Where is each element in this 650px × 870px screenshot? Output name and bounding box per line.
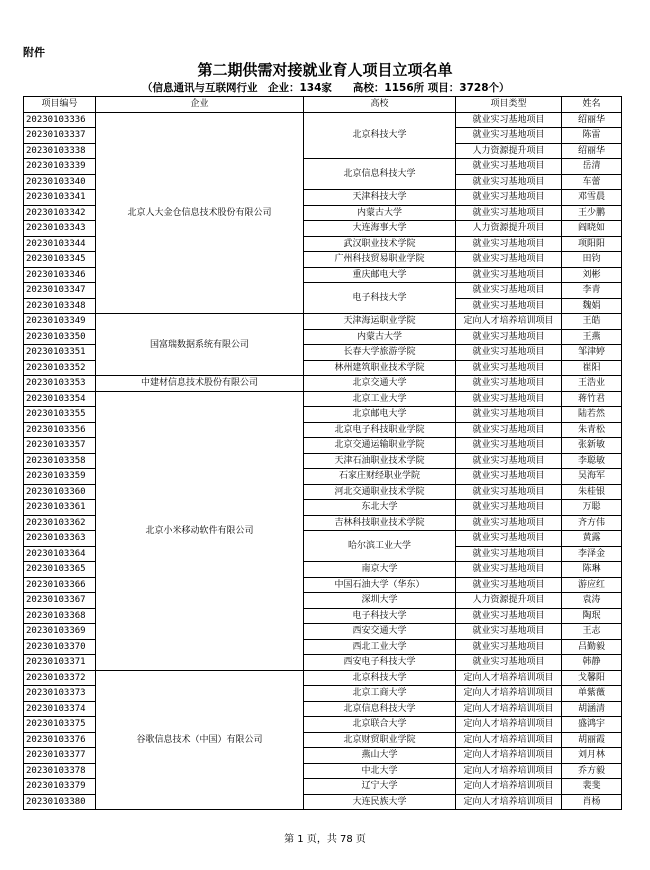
person-name-cell: 绍丽华: [562, 112, 622, 128]
header-name: 姓名: [562, 97, 622, 113]
project-id-cell: 20230103350: [24, 329, 96, 345]
project-type-cell: 定向人才培养培训项目: [456, 686, 562, 702]
school-cell: 深圳大学: [304, 593, 456, 609]
school-cell: 北京交通大学: [304, 376, 456, 392]
school-cell: 广州科技贸易职业学院: [304, 252, 456, 268]
project-type-cell: 人力资源提升项目: [456, 143, 562, 159]
school-cell: 西北工业大学: [304, 639, 456, 655]
project-type-cell: 就业实习基地项目: [456, 624, 562, 640]
project-id-cell: 20230103371: [24, 655, 96, 671]
person-name-cell: 王少鹏: [562, 205, 622, 221]
person-name-cell: 王志: [562, 624, 622, 640]
person-name-cell: 邹津婷: [562, 345, 622, 361]
table-row: [24, 670, 622, 686]
school-cell: 北京电子科技职业学院: [304, 422, 456, 438]
school-cell: 辽宁大学: [304, 779, 456, 795]
project-id-cell: 20230103376: [24, 732, 96, 748]
project-id-cell: 20230103380: [24, 794, 96, 810]
project-type-cell: 就业实习基地项目: [456, 546, 562, 562]
project-id-cell: 20230103357: [24, 438, 96, 454]
project-type-cell: 定向人才培养培训项目: [456, 794, 562, 810]
project-type-cell: 定向人才培养培训项目: [456, 701, 562, 717]
project-id-cell: 20230103374: [24, 701, 96, 717]
person-name-cell: 李青: [562, 283, 622, 299]
person-name-cell: 王皓: [562, 314, 622, 330]
project-id-cell: 20230103345: [24, 252, 96, 268]
person-name-cell: 游应红: [562, 577, 622, 593]
person-name-cell: 阎晓如: [562, 221, 622, 237]
company-cell: 中建材信息技术股份有限公司: [96, 376, 304, 392]
project-id-cell: 20230103355: [24, 407, 96, 423]
project-id-cell: 20230103372: [24, 670, 96, 686]
person-name-cell: 肖杨: [562, 794, 622, 810]
project-type-cell: 就业实习基地项目: [456, 655, 562, 671]
project-type-cell: 就业实习基地项目: [456, 112, 562, 128]
table-header-row: [24, 97, 622, 113]
company-cell: 北京小米移动软件有限公司: [96, 391, 304, 670]
person-name-cell: 袁涛: [562, 593, 622, 609]
person-name-cell: 岳清: [562, 159, 622, 175]
page-subtitle: （信息通讯与互联网行业 企业：134家 高校：1156所 项目：3728个）: [142, 82, 510, 94]
school-cell: 北京科技大学: [304, 112, 456, 159]
project-type-cell: 就业实习基地项目: [456, 422, 562, 438]
project-id-cell: 20230103351: [24, 345, 96, 361]
project-id-cell: 20230103367: [24, 593, 96, 609]
project-type-cell: 就业实习基地项目: [456, 159, 562, 175]
project-id-cell: 20230103340: [24, 174, 96, 190]
person-name-cell: 陈雷: [562, 128, 622, 144]
project-id-cell: 20230103373: [24, 686, 96, 702]
table-row: [24, 391, 622, 407]
project-id-cell: 20230103368: [24, 608, 96, 624]
table-row: [24, 112, 622, 128]
person-name-cell: 乔方毅: [562, 763, 622, 779]
school-cell: 重庆邮电大学: [304, 267, 456, 283]
school-cell: 武汉职业技术学院: [304, 236, 456, 252]
project-id-cell: 20230103349: [24, 314, 96, 330]
project-id-cell: 20230103338: [24, 143, 96, 159]
school-cell: 电子科技大学: [304, 283, 456, 314]
person-name-cell: 万聪: [562, 500, 622, 516]
school-cell: 内蒙古大学: [304, 329, 456, 345]
table-body: [24, 112, 622, 810]
project-type-cell: 就业实习基地项目: [456, 190, 562, 206]
project-type-cell: 就业实习基地项目: [456, 391, 562, 407]
school-cell: 北京信息科技大学: [304, 159, 456, 190]
school-cell: 东北大学: [304, 500, 456, 516]
person-name-cell: 王燕: [562, 329, 622, 345]
person-name-cell: 黄露: [562, 531, 622, 547]
header-project-type: 项目类型: [456, 97, 562, 113]
project-id-cell: 20230103359: [24, 469, 96, 485]
project-id-cell: 20230103364: [24, 546, 96, 562]
school-cell: 河北交通职业技术学院: [304, 484, 456, 500]
project-id-cell: 20230103346: [24, 267, 96, 283]
person-name-cell: 张新敏: [562, 438, 622, 454]
table-row: [24, 376, 622, 392]
project-id-cell: 20230103369: [24, 624, 96, 640]
school-cell: 林州建筑职业技术学院: [304, 360, 456, 376]
school-cell: 北京科技大学: [304, 670, 456, 686]
project-id-cell: 20230103348: [24, 298, 96, 314]
project-id-cell: 20230103375: [24, 717, 96, 733]
company-cell: 北京人大金仓信息技术股份有限公司: [96, 112, 304, 314]
person-name-cell: 齐方伟: [562, 515, 622, 531]
project-type-cell: 就业实习基地项目: [456, 639, 562, 655]
project-type-cell: 就业实习基地项目: [456, 360, 562, 376]
project-id-cell: 20230103353: [24, 376, 96, 392]
school-cell: 中国石油大学（华东）: [304, 577, 456, 593]
school-cell: 西安电子科技大学: [304, 655, 456, 671]
project-id-cell: 20230103336: [24, 112, 96, 128]
school-cell: 北京邮电大学: [304, 407, 456, 423]
project-type-cell: 就业实习基地项目: [456, 515, 562, 531]
school-cell: 石家庄财经职业学院: [304, 469, 456, 485]
header-school: 高校: [304, 97, 456, 113]
project-type-cell: 定向人才培养培训项目: [456, 779, 562, 795]
project-type-cell: 定向人才培养培训项目: [456, 748, 562, 764]
person-name-cell: 蒋竹君: [562, 391, 622, 407]
person-name-cell: 绍丽华: [562, 143, 622, 159]
person-name-cell: 戈馨阳: [562, 670, 622, 686]
person-name-cell: 盛鸿宇: [562, 717, 622, 733]
person-name-cell: 陈琳: [562, 562, 622, 578]
page-footer: 第 1 页，共 78 页: [284, 834, 366, 845]
person-name-cell: 崔阳: [562, 360, 622, 376]
project-type-cell: 就业实习基地项目: [456, 484, 562, 500]
school-cell: 北京信息科技大学: [304, 701, 456, 717]
person-name-cell: 刘彬: [562, 267, 622, 283]
project-type-cell: 就业实习基地项目: [456, 407, 562, 423]
person-name-cell: 陆若然: [562, 407, 622, 423]
company-cell: 谷歌信息技术（中国）有限公司: [96, 670, 304, 810]
project-id-cell: 20230103370: [24, 639, 96, 655]
project-id-cell: 20230103339: [24, 159, 96, 175]
project-id-cell: 20230103361: [24, 500, 96, 516]
project-id-cell: 20230103378: [24, 763, 96, 779]
project-type-cell: 就业实习基地项目: [456, 608, 562, 624]
project-type-cell: 就业实习基地项目: [456, 469, 562, 485]
project-id-cell: 20230103362: [24, 515, 96, 531]
school-cell: 中北大学: [304, 763, 456, 779]
project-type-cell: 定向人才培养培训项目: [456, 763, 562, 779]
project-type-cell: 就业实习基地项目: [456, 205, 562, 221]
project-type-cell: 就业实习基地项目: [456, 345, 562, 361]
project-id-cell: 20230103379: [24, 779, 96, 795]
table-row: [24, 314, 622, 330]
school-cell: 大连民族大学: [304, 794, 456, 810]
project-type-cell: 定向人才培养培训项目: [456, 670, 562, 686]
project-type-cell: 定向人才培养培训项目: [456, 717, 562, 733]
school-cell: 天津海运职业学院: [304, 314, 456, 330]
person-name-cell: 王浩业: [562, 376, 622, 392]
project-type-cell: 就业实习基地项目: [456, 252, 562, 268]
person-name-cell: 吕勤毅: [562, 639, 622, 655]
project-id-cell: 20230103360: [24, 484, 96, 500]
person-name-cell: 胡涵清: [562, 701, 622, 717]
project-id-cell: 20230103344: [24, 236, 96, 252]
attachment-label: 附件: [23, 46, 45, 59]
school-cell: 内蒙古大学: [304, 205, 456, 221]
school-cell: 北京工业大学: [304, 391, 456, 407]
school-cell: 天津石油职业技术学院: [304, 453, 456, 469]
school-cell: 燕山大学: [304, 748, 456, 764]
project-type-cell: 就业实习基地项目: [456, 531, 562, 547]
school-cell: 北京联合大学: [304, 717, 456, 733]
school-cell: 大连海事大学: [304, 221, 456, 237]
page-title: 第二期供需对接就业育人项目立项名单: [197, 61, 453, 79]
project-type-cell: 就业实习基地项目: [456, 577, 562, 593]
project-id-cell: 20230103365: [24, 562, 96, 578]
school-cell: 吉林科技职业技术学院: [304, 515, 456, 531]
person-name-cell: 胡丽霞: [562, 732, 622, 748]
project-type-cell: 就业实习基地项目: [456, 174, 562, 190]
project-type-cell: 人力资源提升项目: [456, 593, 562, 609]
person-name-cell: 车蕾: [562, 174, 622, 190]
project-id-cell: 20230103341: [24, 190, 96, 206]
school-cell: 北京工商大学: [304, 686, 456, 702]
school-cell: 北京交通运输职业学院: [304, 438, 456, 454]
person-name-cell: 单紫薇: [562, 686, 622, 702]
person-name-cell: 李聪敏: [562, 453, 622, 469]
person-name-cell: 邓雪晨: [562, 190, 622, 206]
person-name-cell: 李泽金: [562, 546, 622, 562]
project-id-cell: 20230103366: [24, 577, 96, 593]
project-type-cell: 就业实习基地项目: [456, 298, 562, 314]
person-name-cell: 裴斐: [562, 779, 622, 795]
project-type-cell: 就业实习基地项目: [456, 329, 562, 345]
project-type-cell: 就业实习基地项目: [456, 376, 562, 392]
project-id-cell: 20230103342: [24, 205, 96, 221]
school-cell: 长春大学旅游学院: [304, 345, 456, 361]
person-name-cell: 刘月林: [562, 748, 622, 764]
person-name-cell: 韩静: [562, 655, 622, 671]
project-id-cell: 20230103343: [24, 221, 96, 237]
project-id-cell: 20230103347: [24, 283, 96, 299]
person-name-cell: 朱桂银: [562, 484, 622, 500]
project-id-cell: 20230103354: [24, 391, 96, 407]
project-table: [23, 96, 622, 810]
project-type-cell: 就业实习基地项目: [456, 283, 562, 299]
header-project-id: 项目编号: [24, 97, 96, 113]
project-type-cell: 就业实习基地项目: [456, 562, 562, 578]
school-cell: 天津科技大学: [304, 190, 456, 206]
person-name-cell: 项阳阳: [562, 236, 622, 252]
school-cell: 电子科技大学: [304, 608, 456, 624]
project-type-cell: 就业实习基地项目: [456, 267, 562, 283]
project-type-cell: 就业实习基地项目: [456, 438, 562, 454]
project-type-cell: 就业实习基地项目: [456, 128, 562, 144]
school-cell: 西安交通大学: [304, 624, 456, 640]
project-type-cell: 定向人才培养培训项目: [456, 732, 562, 748]
project-type-cell: 就业实习基地项目: [456, 453, 562, 469]
project-id-cell: 20230103358: [24, 453, 96, 469]
school-cell: 哈尔滨工业大学: [304, 531, 456, 562]
header-company: 企业: [96, 97, 304, 113]
project-id-cell: 20230103377: [24, 748, 96, 764]
project-type-cell: 就业实习基地项目: [456, 236, 562, 252]
person-name-cell: 陶珉: [562, 608, 622, 624]
project-id-cell: 20230103352: [24, 360, 96, 376]
company-cell: 国富瑞数据系统有限公司: [96, 314, 304, 376]
project-id-cell: 20230103356: [24, 422, 96, 438]
project-id-cell: 20230103337: [24, 128, 96, 144]
project-id-cell: 20230103363: [24, 531, 96, 547]
school-cell: 北京财贸职业学院: [304, 732, 456, 748]
project-type-cell: 人力资源提升项目: [456, 221, 562, 237]
person-name-cell: 朱青松: [562, 422, 622, 438]
school-cell: 南京大学: [304, 562, 456, 578]
project-type-cell: 就业实习基地项目: [456, 500, 562, 516]
project-type-cell: 定向人才培养培训项目: [456, 314, 562, 330]
person-name-cell: 吴海军: [562, 469, 622, 485]
person-name-cell: 魏娟: [562, 298, 622, 314]
person-name-cell: 田钧: [562, 252, 622, 268]
